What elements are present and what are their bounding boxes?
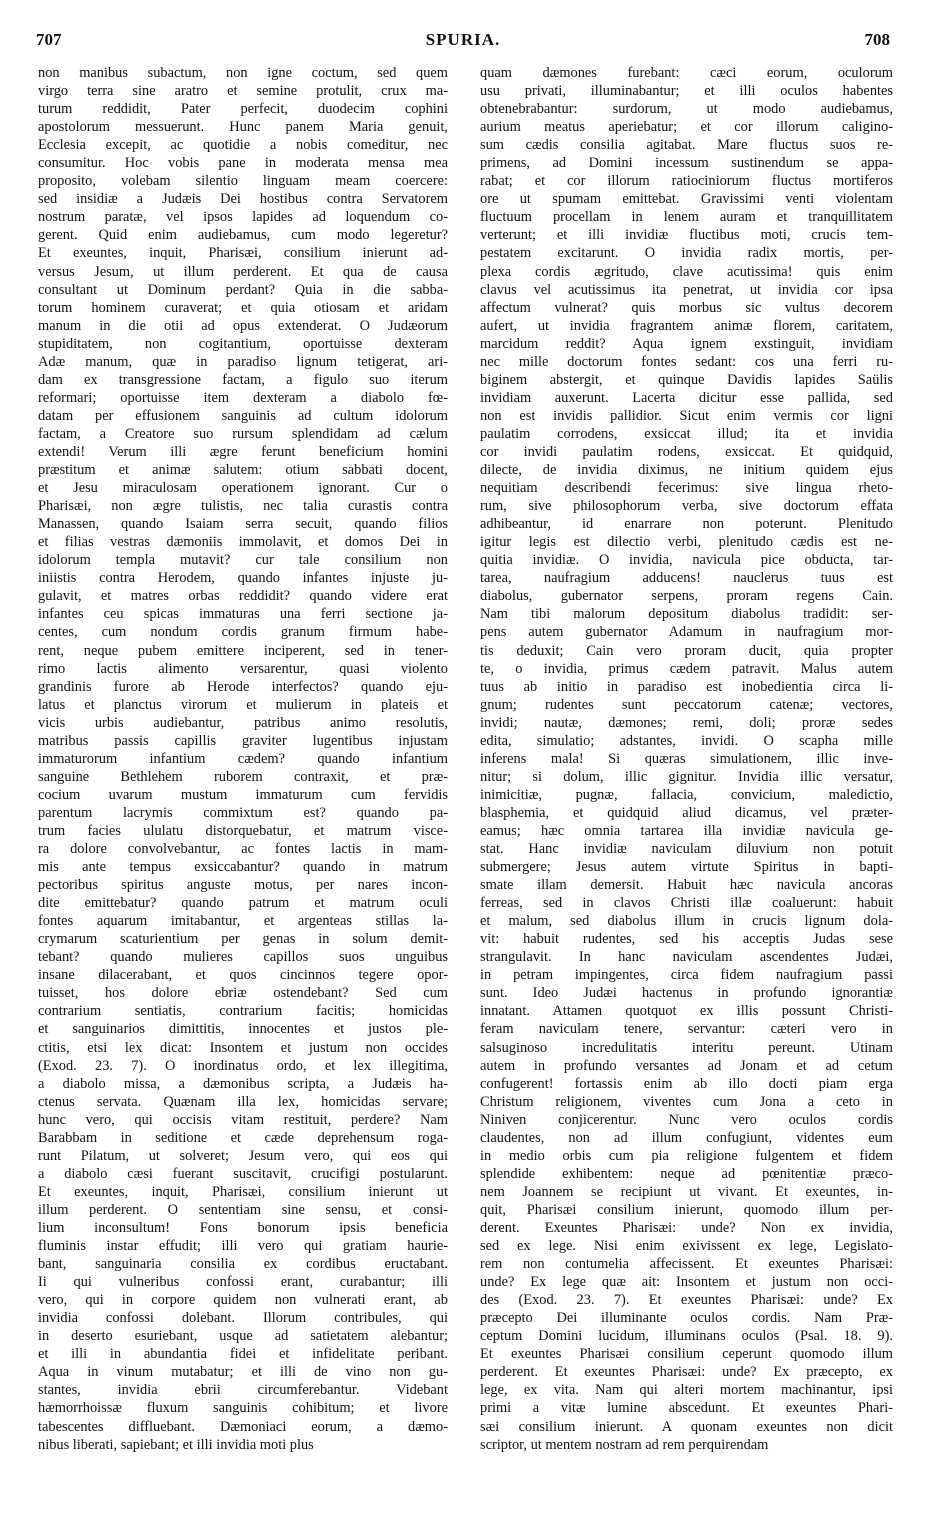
text-line: primens, ad Domini incessum sustinendum se appa- <box>480 155 893 172</box>
text-line: nequitiam describendi fecerimus: sive lingua rheto- <box>480 480 893 497</box>
text-line: (Exod. 23. 7). O inordinatus ordo, et lex illegitima, <box>38 1057 448 1074</box>
text-line: ore ut spumam emittebat. Gravissimi venti violentam <box>480 191 893 208</box>
text-line: splendide exhibentem: neque ad pœnitentiæ præco- <box>480 1165 893 1182</box>
text-line: aurium meatus aperiebatur; et cor illorum caligino- <box>480 119 893 136</box>
text-line: consumitur. Hoc vobis pane in moderata mensa mea <box>38 155 448 172</box>
text-line: Christum religionem, viventes cum Jona a ceto in <box>480 1093 893 1110</box>
text-line: invidiam auxerunt. Lacerta dicitur esse pallida, sed <box>480 389 893 406</box>
text-line: Niniven conjicerentur. Nunc vero oculos cordis <box>480 1111 893 1128</box>
text-line: proposito, volebam silentio linguam meam coercere: <box>38 173 448 190</box>
text-line: blasphemia, et quidquid aliud dicamus, vel præter- <box>480 804 893 821</box>
right-text-column <box>480 64 893 1454</box>
text-line: tebant? quando mulieres capillos suos unguibus <box>38 949 448 966</box>
text-line: primi a vitæ lumine abscedunt. Et exeuntes Phari- <box>480 1400 893 1417</box>
left-text-column <box>38 64 448 1454</box>
text-line: in medio orbis cum pia religione fulgentem et fidem <box>480 1147 893 1164</box>
text-line: crymarum scaturientium per genas in solum demit- <box>38 931 448 948</box>
page-number-left: 707 <box>36 30 62 49</box>
text-line: versus Jesum, ut illum perderent. Et qua de causa <box>38 263 448 280</box>
text-line: a diabolo missa, a dæmonibus scripta, a Judæis ha- <box>38 1075 448 1092</box>
text-line: datam per effusionem sanguinis ad cultum idolorum <box>38 407 448 424</box>
text-line: ra dolore convolvebantur, ac fontes lactis in mam- <box>38 841 448 858</box>
text-line: nec mille doctorum fontes sedant: cos una ferri ru- <box>480 353 893 370</box>
text-line: apostolorum messuerunt. Hunc panem Maria genuit, <box>38 119 448 136</box>
text-line: contrarium sentiatis, contrarium facitis; homicidas <box>38 1003 448 1020</box>
text-line: obtenebrabantur: surdorum, ut modo audiebamus, <box>480 101 893 118</box>
text-line: vicis urbis audiebantur, patribus animo resolutis, <box>38 714 448 731</box>
text-line: stupiditatem, non cogitantium, oportuisse dexteram <box>38 335 448 352</box>
text-line: et filias vestras dæmoniis immolavit, et domos Dei in <box>38 534 448 551</box>
text-line: tarea, naufragium adducens! nauclerus tuus est <box>480 570 893 587</box>
text-line: Nam tibi malorum depositum diabolus tradidit: ser- <box>480 606 893 623</box>
text-line: illum perderent. O sententiam sine sensu, et consi- <box>38 1201 448 1218</box>
text-line: trum facies ululatu distorquebatur, et matrum visce- <box>38 822 448 839</box>
text-line: factam, a Creatore suo rursum splendidam ad cælum <box>38 425 448 442</box>
text-line: in petram impingentes, circa fidem naufragium passi <box>480 967 893 984</box>
text-line: fontes aquarum imitabantur, et argenteas stillas la- <box>38 913 448 930</box>
text-line: runt Pilatum, ut solveret; Jesum vero, qui eos qui <box>38 1147 448 1164</box>
text-line: Pharisæi, non ægre tulistis, nec talia curastis contra <box>38 498 448 515</box>
text-line: inimicitiæ, pugnæ, fallacia, convicium, maledictio, <box>480 786 893 803</box>
page-number-right: 708 <box>864 30 890 49</box>
text-line: des (Exod. 23. 7). Et exeuntes Pharisæi: unde? Ex <box>480 1292 893 1309</box>
text-line: sed ex lege. Nisi enim exivissent ex lege, Legislato- <box>480 1238 893 1255</box>
text-line: stat. Hanc invidiæ naviculam diluvium non potuit <box>480 841 893 858</box>
text-line: dilecte, de invidia diximus, ne initium quidem ejus <box>480 462 893 479</box>
text-line: Et exeuntes Pharisæi consilium ceperunt quomodo illum <box>480 1346 893 1363</box>
text-line: pectoribus spiritus anguste motus, per nares incon- <box>38 877 448 894</box>
text-line: sed insidiæ a Judæis Dei hostibus contra Servatorem <box>38 191 448 208</box>
text-line: claudentes, non ad illum confugiunt, videntes eum <box>480 1129 893 1146</box>
text-line: torum hominem curaverat; et quia otiosam et aridam <box>38 299 448 316</box>
text-line: te, o invidia, primus cædem patravit. Malus autem <box>480 660 893 677</box>
text-line: invidi; nautæ, dæmones; remi, doli; proræ sedes <box>480 714 893 731</box>
text-line: rabat; et cor illorum ratiociniorum fluctus mortiferos <box>480 173 893 190</box>
text-line: adhibeantur, id enarrare non poterunt. Plenitudo <box>480 516 893 533</box>
text-line: iniistis contra Herodem, quando infantes injuste ju- <box>38 570 448 587</box>
text-line: hunc vero, qui occisis vitam restituit, perdere? Nam <box>38 1111 448 1128</box>
text-line: usu privati, illuminabantur; et illi oculos habentes <box>480 83 893 100</box>
text-line: pens autem gubernator Adamum in naufragium mor- <box>480 624 893 641</box>
text-line: non est invidis pallidior. Sicut enim vermis cor ligni <box>480 407 893 424</box>
text-line: eamus; hæc omnia tartarea illa invidiæ navicula ge- <box>480 822 893 839</box>
text-line: manum in die otii ad opus extenderat. O Judæorum <box>38 317 448 334</box>
text-line: præcepto Dei illuminante oculos cordis. Nam Præ- <box>480 1310 893 1327</box>
text-line: plexa cordis ægritudo, clave acutissima! quis enim <box>480 263 893 280</box>
text-line: scriptor, ut mentem nostram ad rem perquirendam <box>480 1436 769 1453</box>
text-line: gnum; rudentes sunt peccatorum catenæ; vectores, <box>480 696 893 713</box>
text-line: submergere; Jesus autem virtute Spiritus in bapti- <box>480 859 893 876</box>
text-line: nibus liberati, sapiebant; et illi invidia moti plus <box>38 1436 314 1453</box>
text-line: sum cædis consilia agitabat. Mare fluctus suos re- <box>480 137 893 154</box>
text-line: ceptum Domini lucidum, illuminans oculos (Psal. 18. 9). <box>480 1328 893 1345</box>
text-line: verterunt; et illi invidiæ fluctibus moti, crucis tem- <box>480 227 893 244</box>
text-line: virgo terra sine aratro et semine protulit, crux ma- <box>38 83 448 100</box>
text-line: rem non contumelia affecissent. Et exeuntes Pharisæi: <box>480 1256 893 1273</box>
text-line: et malum, sed diabolus illum in crucis lignum dola- <box>480 913 893 930</box>
text-line: paulatim corrodens, exsiccat illud; ita et invidia <box>480 425 893 442</box>
text-line: Adæ manum, quæ in paradiso lignum tetigerat, ari- <box>38 353 448 370</box>
text-line: præstitum et animæ salutem: otium sabbati docent, <box>38 462 448 479</box>
text-line: Ecclesia excepit, ac quotidie a nobis comeditur, nec <box>38 137 448 154</box>
text-line: tis deduxit; Cain vero proram ducit, quia propter <box>480 642 893 659</box>
text-line: nitur; si dolum, illic gignitur. Invidia illic versatur, <box>480 768 893 785</box>
text-line: biginem abstergit, et quinque Davidis lapides Saülis <box>480 371 893 388</box>
text-line: salsuginoso incredulitatis interitu pereunt. Utinam <box>480 1039 893 1056</box>
text-line: rum, sive philosophorum verba, sive doctorum effata <box>480 498 893 515</box>
text-line: gerent. Quid enim audiebamus, cum modo legeretur? <box>38 227 448 244</box>
text-line: fluminis instar effudit; illi vero qui gratiam haurie- <box>38 1238 448 1255</box>
text-line: ferreas, sed in clavos Christi illæ coaluerunt: habuit <box>480 895 893 912</box>
text-line: reformari; oportuisse item dexteram a diabolo fœ- <box>38 389 448 406</box>
text-line: tuisset, hos dolore ebriæ ostendebant? Sed cum <box>38 985 448 1002</box>
text-line: gulavit, et matres orbas reddidit? quando videre erat <box>38 588 448 605</box>
text-line: latus et planctus virorum et mulierum in plateis et <box>38 696 448 713</box>
text-line: Manassen, quando Isaiam serra secuit, quando filios <box>38 516 448 533</box>
text-line: Aqua in vinum mutabatur; et illi de vino non gu- <box>38 1364 448 1381</box>
text-line: lege, ex vita. Nam qui alteri mortem machinantur, ipsi <box>480 1382 893 1399</box>
text-line: ctenus servata. Quænam illa lex, homicidas servare; <box>38 1093 448 1110</box>
text-line: innatant. Attamen quotquot ex illis possunt Christi- <box>480 1003 893 1020</box>
text-line: idolorum templa mutavit? cur tale consilium non <box>38 552 448 569</box>
text-line: diabolus, gubernator serpens, proram regens Cain. <box>480 588 893 605</box>
text-line: clavus vel acutissimus ita penetrat, ut invidia cor ipsa <box>480 281 893 298</box>
text-line: insane dilacerabant, et quos cincinnos tegere opor- <box>38 967 448 984</box>
text-line: igitur legis est dilectio verbi, plenitudo cædis est ne- <box>480 534 893 551</box>
text-line: autem in profundo versantes ad Jonam et ad cetum <box>480 1057 893 1074</box>
page-header <box>32 30 894 54</box>
text-line: dite emittebatur? quando patrum et matrum oculi <box>38 895 448 912</box>
text-line: sunt. Ideo Judæi hactenus in profundo ignorantiæ <box>480 985 893 1002</box>
text-line: nostrum paratæ, vel ipsos lapides ad loquendum co- <box>38 209 448 226</box>
text-line: Barabbam in seditione et cæde deprehensum roga- <box>38 1129 448 1146</box>
text-line: aufert, ut invidia fragrantem animæ florem, caritatem, <box>480 317 893 334</box>
text-line: rent, neque pubem emittere inciperent, sed in tener- <box>38 642 448 659</box>
text-line: stantes, invidia ebrii circumferebantur. Videbant <box>38 1382 448 1399</box>
text-line: marcidum reddit? Aqua ignem exstinguit, invidiam <box>480 335 893 352</box>
text-line: confugerent! fortassis enim ab illo docti piam erga <box>480 1075 893 1092</box>
text-line: infantes ceu spicas immaturas una ferri sectione ja- <box>38 606 448 623</box>
text-line: invidia confossi dolebant. Illorum contribules, qui <box>38 1310 448 1327</box>
text-line: derent. Exeuntes Pharisæi: unde? Non ex invidia, <box>480 1220 893 1236</box>
text-line: consultant ut Dominum perdant? Quia in die sabba- <box>38 281 448 298</box>
text-line: cor invidi paulatim rodens, exsiccat. Et quidquid, <box>480 443 893 460</box>
text-line: lium inconsultum! Fons bonorum ipsis beneficia <box>38 1220 448 1236</box>
text-line: quitia invidiæ. O invidia, navicula pice obducta, tar- <box>480 552 893 569</box>
text-line: edita, simulatio; adstantes, invidi. O scapha mille <box>480 732 893 749</box>
text-line: bant, sanguinaria consilia ex cordibus eructabant. <box>38 1256 448 1273</box>
text-line: affectum vulnerat? quis morbus sic vultus decorem <box>480 299 893 316</box>
text-line: sanguine Bethlehem ruborem contraxit, et præ- <box>38 768 448 785</box>
text-line: Ii qui vulneribus confossi erant, curabantur; illi <box>38 1274 448 1291</box>
text-line: extendi! Verum illi ægre ferunt beneficium homini <box>38 443 448 460</box>
text-line: a diabolo cæsi fuerant suscitavit, crucifigi postularunt. <box>38 1165 448 1182</box>
text-line: smate illam demersit. Habuit hæc navicula ancoras <box>480 877 893 894</box>
text-line: inferens mala! Si quæras simulationem, illic inve- <box>480 750 893 767</box>
text-line: tuus ab initio in paradiso est inobedientia circa li- <box>480 678 893 695</box>
text-line: fluctuum procellam in lenem auram et tranquillitatem <box>480 209 893 226</box>
text-line: perderent. Et exeuntes Pharisæi: unde? Ex præcepto, ex <box>480 1364 893 1381</box>
text-line: nem Joannem se recipiunt ut vivant. Et exeuntes, in- <box>480 1183 893 1200</box>
text-line: Et exeuntes, inquit, Pharisæi, consilium inierunt ad- <box>38 245 448 262</box>
text-line: vero, qui in corpore quidem non vulnerati erant, ab <box>38 1292 448 1309</box>
text-line: rimo lactis alimento versarentur, quasi violento <box>38 660 448 677</box>
text-line: parentum lacrymis commixtum est? quando pa- <box>38 804 448 821</box>
text-line: matribus passis capillis graviter lugentibus injustam <box>38 732 448 749</box>
text-line: turum reddidit, Pater perfecit, duodecim cophini <box>38 101 448 118</box>
text-line: et illi in abundantia fidei et infidelitate peribant. <box>38 1346 448 1363</box>
text-line: sæi consilium inierunt. A quonam exeuntes non dicit <box>480 1418 893 1435</box>
text-line: grandinis furore ab Herode interfectos? quando eju- <box>38 678 448 695</box>
text-line: pestatem excitarunt. O invidia radix mortis, per- <box>480 245 893 262</box>
text-line: non manibus subactum, non igne coctum, sed quem <box>38 65 448 81</box>
text-line: hæmorrhoissæ fluxum sanguinis cohibitum; et livore <box>38 1400 448 1417</box>
text-line: feram naviculam tenere, servantur: cæteri vero in <box>480 1021 893 1038</box>
text-line: unde? Ex lege quæ ait: Insontem et justum non occi- <box>480 1274 893 1291</box>
text-line: ctitis, etsi lex dicat: Insontem et justum non occides <box>38 1039 448 1056</box>
text-line: quam dæmones furebant: cæci eorum, oculorum <box>480 65 893 81</box>
text-line: et sanguinarios dimittitis, innocentes et justos ple- <box>38 1021 448 1038</box>
text-line: quit, Pharisæi consilium inierunt, quomodo illum per- <box>480 1201 893 1218</box>
text-line: in deserto esuriebant, usque ad satietatem alebantur; <box>38 1328 448 1345</box>
text-line: tabescentes diffluebant. Dæmoniaci eorum, a dæmo- <box>38 1418 448 1435</box>
text-line: vit: habuit rudentes, sed his acceptis Judas sese <box>480 931 893 948</box>
text-line: Et exeuntes, inquit, Pharisæi, consilium inierunt ut <box>38 1183 448 1200</box>
text-line: dam ex transgressione factam, a figulo suo iterum <box>38 371 448 388</box>
text-line: immaturorum infantium cædem? quando infantium <box>38 750 448 767</box>
running-title: SPURIA. <box>425 30 501 49</box>
text-line: centes, cum nondum cordis granum firmum habe- <box>38 624 448 641</box>
text-line: cocium uvarum mustum immaturum cum fervidis <box>38 786 448 803</box>
text-line: strangulavit. In hanc naviculam ascendentes Judæi, <box>480 949 893 966</box>
text-line: et Jesu miraculosam operationem ignorant. Cur o <box>38 480 448 497</box>
text-line: mis ante tempus exsiccabantur? quando in matrum <box>38 859 448 876</box>
